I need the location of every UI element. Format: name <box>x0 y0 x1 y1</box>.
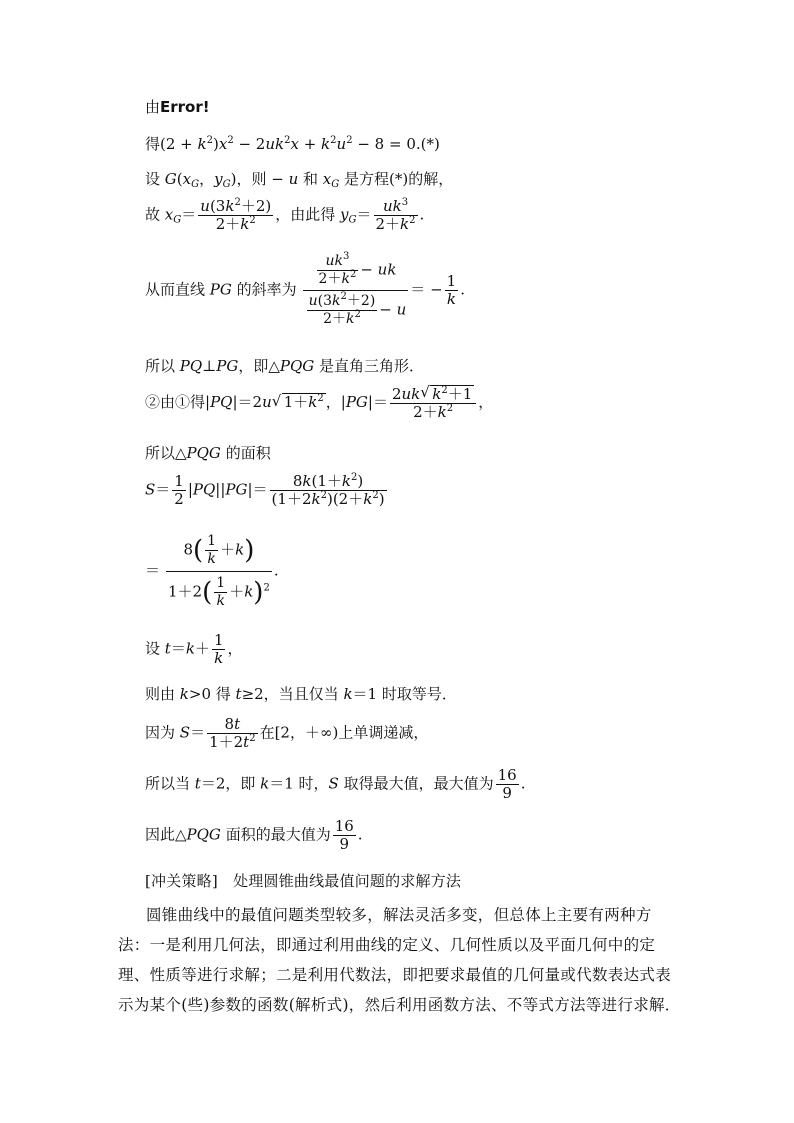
line-equation-star: 得$(2 + k^2)x^2 - 2uk^2x + k^2u^2 - 8 = 0.(*)$ <box>145 135 440 153</box>
line-max-value: 所以当 t＝2，即 k＝1 时，S 取得最大值，最大值为 $\frac{16}{9}$ . <box>145 766 526 802</box>
text-you: 由 <box>145 98 161 116</box>
fraction-slope: $\frac{uk^3}{2+k^2}$ − uk $\frac{u(3k^2+2)}{2+k^2}$ − u <box>303 253 409 328</box>
strategy-paragraph: 圆锥曲线中的最值问题类型较多，解法灵活多变，但总体上主要有两种方法：一是利用几何法，即通过利用曲线的定义、几何性质以及平面几何中的定理、性质等进行求解；二是利用代数法，即把要求最值的几何量或代数表达式表示为某个(些)参数的函数(解析式)，然后利用函数方法、不等式方法等进行求解． <box>118 906 681 1014</box>
fraction-pg: $\frac{2uk√ k^2+1}{2+k^2}$ <box>390 385 476 421</box>
fraction-yg: $\frac{uk^3}{2+k^2}$ <box>375 197 416 233</box>
line-lengths: ②由①得|PQ|＝2u√ $1+k^2$ ，|PG|＝ $\frac{2uk√ k^2+1}{2+k^2}$ ， <box>145 385 493 421</box>
line-t-range: 则由 k>0 得 t≥2，当且仅当 k＝1 时取等号． <box>145 685 457 703</box>
fraction-1-over-k: $\frac{1}{k}$ <box>213 631 224 667</box>
fraction-area-simplified: 8( $\frac{1}{k}$ ＋k) 1＋2( $\frac{1}{k}$ ＋k)$^2$ <box>168 533 270 609</box>
line-conclusion: 因此△PQG 面积的最大值为 $\frac{16}{9}$ . <box>145 817 363 853</box>
line-area-simplified: ＝ 8( $\frac{1}{k}$ ＋k) 1＋2( $\frac{1}{k}$ ＋k)$^2$ . <box>145 533 279 609</box>
fraction-16-9-b: $\frac{16}{9}$ <box>334 817 354 853</box>
line-area-formula: S＝ $\frac{1}{2}$ |PQ||PG|＝ $\frac{8k(1+k^2)}{(1+2k^2)(2+k^2)}$ <box>145 472 385 508</box>
line-set-t: 设 t＝k＋ $\frac{1}{k}$ ， <box>145 631 243 667</box>
fraction-neg-1-over-k: $\frac{1}{k}$ <box>446 272 457 308</box>
line-error <box>145 98 210 116</box>
line-area-label: 所以△PQG 的面积 <box>145 444 271 462</box>
fraction-xg: $\frac{u(3k^2+2)}{2+k^2}$ <box>200 197 272 233</box>
line-right-triangle: 所以 PQ⊥PG，即△PQG 是直角三角形． <box>145 357 425 375</box>
fraction-s-of-t: $\frac{8t}{1+2t^2}$ <box>209 715 256 751</box>
line-monotonic: 因为 S＝ $\frac{8t}{1+2t^2}$ 在[2，＋∞)上单调递减， <box>145 715 429 751</box>
line-xg-yg: 故 $x_G=$ $\frac{u(3k^2+2)}{2+k^2}$ ，由此得 $y_G=$ $\frac{uk^3}{2+k^2}$ . <box>145 197 425 233</box>
error-text: Error! <box>160 98 210 116</box>
line-slope-pg: 从而直线 PG 的斜率为 $\frac{uk^3}{2+k^2}$ − uk $\frac{u(3k^2+2)}{2+k^2}$ − u ＝ − $\frac{1}{k}$ . <box>145 251 465 327</box>
strategy-heading: [冲关策略] 处理圆锥曲线最值问题的求解方法 <box>145 872 462 890</box>
fraction-16-9-a: $\frac{16}{9}$ <box>497 766 517 802</box>
fraction-half: $\frac{1}{2}$ <box>174 472 184 508</box>
fraction-area: $\frac{8k(1+k^2)}{(1+2k^2)(2+k^2)}$ <box>271 472 385 508</box>
line-set-G: 设 $G(x_G$，$y_G$)，则 − u 和 $x_G$ 是方程(*)的解， <box>145 170 454 190</box>
